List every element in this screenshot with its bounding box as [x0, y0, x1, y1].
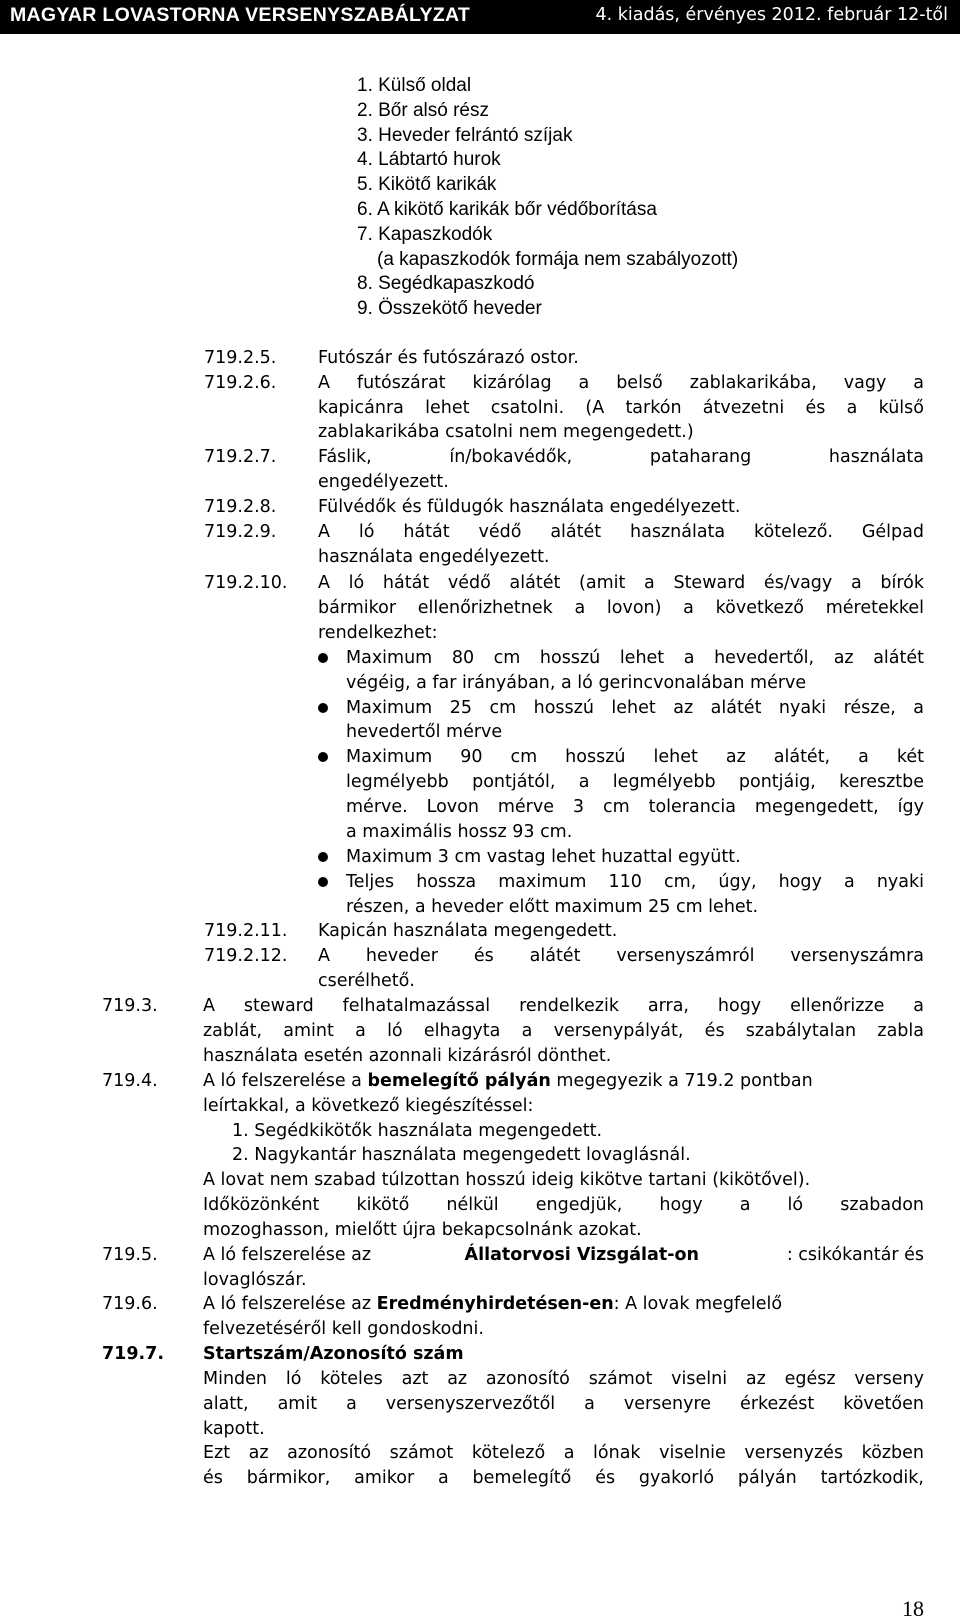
section-title: Startszám/Azonosító szám: [203, 1344, 464, 1364]
section-number: 719.2.12.: [204, 946, 288, 966]
bullet-text: Maximum 90 cm hosszú lehet az alátét, a két: [346, 747, 924, 767]
section-number: 719.2.7.: [204, 447, 277, 467]
section-text: A ló hátát védő alátét használata kötelező. Gélpad: [318, 522, 924, 542]
section-number: 719.2.6.: [204, 373, 277, 393]
section-number: 719.7.: [102, 1344, 165, 1364]
section-text: [203, 1243, 924, 1267]
section-text: A heveder és alátét versenyszámról versenyszámra: [318, 946, 924, 966]
document-title: MAGYAR LOVASTORNA VERSENYSZABÁLYZAT: [10, 4, 471, 26]
section-text: használata engedélyezett.: [318, 547, 550, 567]
section-number: 719.3.: [102, 996, 158, 1016]
page-number: 18: [902, 1596, 924, 1621]
section-number: 719.6.: [102, 1294, 158, 1314]
section-text: Futószár és futószárazó ostor.: [318, 348, 579, 368]
section-text: mozoghasson, mielőtt újra bekapcsolnánk azokat.: [203, 1220, 642, 1240]
section-text: kapicánra lehet csatolni. (A tarkón átvezetni és a külső: [318, 398, 924, 418]
list-item: 6. A kikötő karikák bőr védőborítása: [357, 199, 657, 220]
list-item: 8. Segédkapaszkodó: [357, 273, 535, 294]
edition-info: 4. kiadás, érvényes 2012. február 12-től: [595, 5, 948, 25]
bold-term: Eredményhirdetésen-en: [376, 1294, 614, 1314]
bullet-text: végéig, a far irányában, a ló gerincvonalában mérve: [346, 673, 807, 693]
bullet-text: Teljes hossza maximum 110 cm, úgy, hogy a nyaki: [346, 872, 924, 892]
section-number: 719.2.9.: [204, 522, 277, 542]
section-text: 1. Segédkikötők használata megengedett.: [232, 1121, 603, 1141]
list-item: 1. Külső oldal: [357, 75, 472, 96]
section-text: alatt, amit a versenyszervezőtől a versenyre érkezést követően: [203, 1394, 924, 1414]
bullet-text: hevedertől mérve: [346, 722, 503, 742]
section-text: Ezt az azonosító számot kötelező a lónak viselnie versenyzés közben: [203, 1443, 924, 1463]
bold-term: Állatorvosi Vizsgálat-on: [464, 1245, 699, 1265]
text-run: megegyezik a 719.2 pontban: [550, 1071, 813, 1091]
list-item: 7. Kapaszkodók: [357, 224, 493, 245]
text-run: : csikókantár és: [786, 1245, 924, 1265]
section-text: Minden ló köteles azt az azonosító számot viselni az egész verseny: [203, 1369, 924, 1389]
section-text: Időközönként kikötő nélkül engedjük, hogy a ló szabadon: [203, 1195, 924, 1215]
section-text: [203, 1292, 782, 1316]
section-text: A steward felhatalmazással rendelkezik arra, hogy ellenőrizze a: [203, 996, 924, 1016]
section-number: 719.2.5.: [204, 348, 277, 368]
bullet-icon: [318, 852, 328, 862]
section-number: 719.2.10.: [204, 573, 288, 593]
list-item: 3. Heveder felrántó szíjak: [357, 125, 573, 146]
section-text: Fülvédők és füldugók használata engedélyezett.: [318, 497, 741, 517]
section-number: 719.4.: [102, 1071, 158, 1091]
text-run: A ló felszerelése a: [203, 1071, 368, 1091]
bullet-text: Maximum 80 cm hosszú lehet a hevedertől, az alátét: [346, 648, 924, 668]
section-text: zablakarikába csatolni nem megengedett.): [318, 422, 694, 442]
section-text: felvezetéséről kell gondoskodni.: [203, 1319, 484, 1339]
list-item: 5. Kikötő karikák: [357, 174, 497, 195]
section-number: 719.2.11.: [204, 921, 288, 941]
section-text: A lovat nem szabad túlzottan hosszú ideig kikötve tartani (kikötővel).: [203, 1170, 811, 1190]
bullet-text: részen, a heveder előtt maximum 25 cm lehet.: [346, 897, 759, 917]
section-text: bármikor ellenőrizhetnek a lovon) a következő méretekkel: [318, 598, 924, 618]
section-text: engedélyezett.: [318, 472, 449, 492]
section-text: leírtakkal, a következő kiegészítéssel:: [203, 1096, 534, 1116]
bullet-text: a maximális hossz 93 cm.: [346, 822, 573, 842]
section-text: lovaglószár.: [203, 1270, 307, 1290]
list-item: 4. Lábtartó hurok: [357, 149, 501, 170]
bullet-icon: [318, 752, 328, 762]
list-item: 9. Összekötő heveder: [357, 298, 542, 319]
section-text: Kapicán használata megengedett.: [318, 921, 618, 941]
section-text: Fáslik, ín/bokavédők, pataharang használata: [318, 447, 924, 467]
bullet-icon: [318, 877, 328, 887]
section-text: 2. Nagykantár használata megengedett lovaglásnál.: [232, 1145, 691, 1165]
section-text: cserélhető.: [318, 971, 415, 991]
section-text: és bármikor, amikor a bemelegítő és gyakorló pályán tartózkodik,: [203, 1468, 924, 1488]
bullet-text: Maximum 25 cm hosszú lehet az alátét nyaki része, a: [346, 698, 924, 718]
bullet-text: Maximum 3 cm vastag lehet huzattal együtt.: [346, 847, 741, 867]
section-text: használata esetén azonnali kizárásról dönthet.: [203, 1046, 612, 1066]
section-text: kapott.: [203, 1419, 265, 1439]
text-run: : A lovak megfelelő: [613, 1294, 783, 1314]
bold-term: bemelegítő pályán: [367, 1071, 551, 1091]
list-item: (a kapaszkodók formája nem szabályozott): [377, 249, 739, 270]
section-number: 719.5.: [102, 1245, 158, 1265]
bullet-text: mérve. Lovon mérve 3 cm tolerancia megengedett, így: [346, 797, 924, 817]
document-header: [0, 0, 960, 34]
section-text: rendelkezhet:: [318, 623, 438, 643]
section-text: zablát, amint a ló elhagyta a versenypályát, és szabálytalan zabla: [203, 1021, 924, 1041]
bullet-text: legmélyebb pontjától, a legmélyebb pontjáig, keresztbe: [346, 772, 924, 792]
section-text: [203, 1069, 813, 1093]
list-item: 2. Bőr alsó rész: [357, 100, 489, 121]
text-run: A ló felszerelése az: [203, 1245, 377, 1265]
bullet-icon: [318, 653, 328, 663]
section-text: A futószárat kizárólag a belső zablakarikába, vagy a: [318, 373, 924, 393]
text-run: A ló felszerelése az: [203, 1294, 377, 1314]
section-number: 719.2.8.: [204, 497, 277, 517]
bullet-icon: [318, 703, 328, 713]
section-text: A ló hátát védő alátét (amit a Steward és/vagy a bírók: [318, 573, 924, 593]
